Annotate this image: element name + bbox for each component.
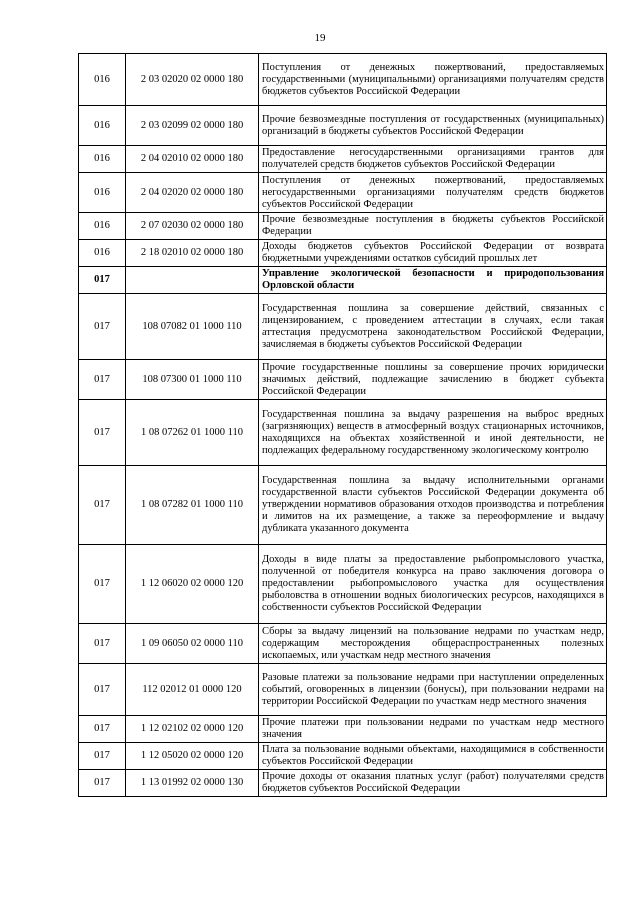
admin-code-cell: 016 — [79, 106, 126, 146]
admin-code-cell: 016 — [79, 213, 126, 240]
table-row — [79, 743, 607, 770]
admin-code-cell: 017 — [79, 294, 126, 360]
income-name-cell: Доходы бюджетов субъектов Российской Федерации от возврата бюджетными учреждениями остатков субсидий прошлых лет — [259, 240, 607, 267]
table-row — [79, 146, 607, 173]
budget-code-cell: 1 12 02102 02 0000 120 — [126, 716, 259, 743]
income-name-cell: Прочие платежи при пользовании недрами по участкам недр местного значения — [259, 716, 607, 743]
admin-code-cell: 016 — [79, 173, 126, 213]
budget-code-cell: 108 07082 01 1000 110 — [126, 294, 259, 360]
income-name-cell: Поступления от денежных пожертвований, предоставляемых негосударственными организациями получателям средств бюджетов субъектов Российской Федерации — [259, 173, 607, 213]
income-name-cell: Управление экологической безопасности и природопользования Орловской области — [259, 267, 607, 294]
income-name-cell: Государственная пошлина за выдачу разрешения на выброс вредных (загрязняющих) веществ в атмосферный воздух стационарных источников, находящихся на объектах хозяйственной и иной деятельности, не подлежащих федеральному государственному экологическому контролю — [259, 400, 607, 466]
table-row — [79, 400, 607, 466]
income-name-cell: Прочие безвозмездные поступления в бюджеты субъектов Российской Федерации — [259, 213, 607, 240]
table-row — [79, 267, 607, 294]
admin-code-cell: 017 — [79, 267, 126, 294]
income-name-cell: Доходы в виде платы за предоставление рыбопромыслового участка, полученной от победителя конкурса на право заключения договора о предоставлении рыбопромыслового участка для осуществления рыболовства в отношении водных биологических ресурсов, находящихся в собственности субъектов Российской Федерации — [259, 545, 607, 624]
table-row — [79, 545, 607, 624]
admin-code-cell: 016 — [79, 54, 126, 106]
budget-code-cell: 1 12 06020 02 0000 120 — [126, 545, 259, 624]
admin-code-cell: 016 — [79, 240, 126, 267]
income-name-cell: Прочие доходы от оказания платных услуг (работ) получателями средств бюджетов субъектов Российской Федерации — [259, 770, 607, 797]
admin-code-cell: 017 — [79, 624, 126, 664]
income-name-cell: Государственная пошлина за совершение действий, связанных с лицензированием, с проведением аттестации в случаях, если такая аттестация предусмотрена законодательством Российской Федерации, зачисляемая в бюджеты субъектов Российской Федерации — [259, 294, 607, 360]
budget-code-cell: 2 04 02020 02 0000 180 — [126, 173, 259, 213]
income-name-cell: Прочие государственные пошлины за совершение прочих юридически значимых действий, подлежащие зачислению в бюджет субъекта Российской Федерации — [259, 360, 607, 400]
budget-code-cell: 1 13 01992 02 0000 130 — [126, 770, 259, 797]
budget-code-cell: 112 02012 01 0000 120 — [126, 664, 259, 716]
table-row — [79, 240, 607, 267]
income-name-cell: Плата за пользование водными объектами, находящимися в собственности субъектов Российской Федерации — [259, 743, 607, 770]
budget-code-cell: 2 03 02020 02 0000 180 — [126, 54, 259, 106]
table-row — [79, 466, 607, 545]
budget-code-cell: 2 18 02010 02 0000 180 — [126, 240, 259, 267]
table-row — [79, 173, 607, 213]
admin-code-cell: 017 — [79, 545, 126, 624]
admin-code-cell: 017 — [79, 466, 126, 545]
table-row — [79, 664, 607, 716]
table-row — [79, 770, 607, 797]
admin-code-cell: 017 — [79, 664, 126, 716]
budget-code-cell: 1 09 06050 02 0000 110 — [126, 624, 259, 664]
budget-code-cell: 2 04 02010 02 0000 180 — [126, 146, 259, 173]
table-row — [79, 294, 607, 360]
budget-code-cell — [126, 267, 259, 294]
table-row — [79, 54, 607, 106]
income-name-cell: Предоставление негосударственными организациями грантов для получателей средств бюджетов субъектов Российской Федерации — [259, 146, 607, 173]
budget-code-cell: 108 07300 01 1000 110 — [126, 360, 259, 400]
admin-code-cell: 017 — [79, 360, 126, 400]
income-name-cell: Государственная пошлина за выдачу исполнительными органами государственной власти субъектов Российской Федерации документа об утверждении нормативов образования отходов производства и потребления и лимитов на их размещение, а также за переоформление и выдачу дубликата указанного документа — [259, 466, 607, 545]
income-name-cell: Прочие безвозмездные поступления от государственных (муниципальных) организаций в бюджеты субъектов Российской Федерации — [259, 106, 607, 146]
page-number: 19 — [314, 32, 326, 44]
income-name-cell: Сборы за выдачу лицензий на пользование недрами по участкам недр, содержащим месторождения общераспространенных полезных ископаемых, или участкам недр местного значения — [259, 624, 607, 664]
admin-code-cell: 017 — [79, 716, 126, 743]
budget-code-cell: 1 08 07262 01 1000 110 — [126, 400, 259, 466]
admin-code-cell: 017 — [79, 770, 126, 797]
table-row — [79, 213, 607, 240]
budget-code-cell: 1 08 07282 01 1000 110 — [126, 466, 259, 545]
admin-code-cell: 017 — [79, 400, 126, 466]
income-codes-table — [78, 53, 607, 797]
table-row — [79, 360, 607, 400]
table-row — [79, 106, 607, 146]
income-name-cell: Разовые платежи за пользование недрами при наступлении определенных событий, оговоренных в лицензии (бонусы), при пользовании недрами на территории Российской Федерации по участкам недр местного значения — [259, 664, 607, 716]
admin-code-cell: 016 — [79, 146, 126, 173]
budget-code-cell: 1 12 05020 02 0000 120 — [126, 743, 259, 770]
budget-code-cell: 2 03 02099 02 0000 180 — [126, 106, 259, 146]
table-row — [79, 716, 607, 743]
income-name-cell: Поступления от денежных пожертвований, предоставляемых государственными (муниципальными) организациями получателям средств бюджетов субъектов Российской Федерации — [259, 54, 607, 106]
admin-code-cell: 017 — [79, 743, 126, 770]
budget-code-cell: 2 07 02030 02 0000 180 — [126, 213, 259, 240]
table-row — [79, 624, 607, 664]
